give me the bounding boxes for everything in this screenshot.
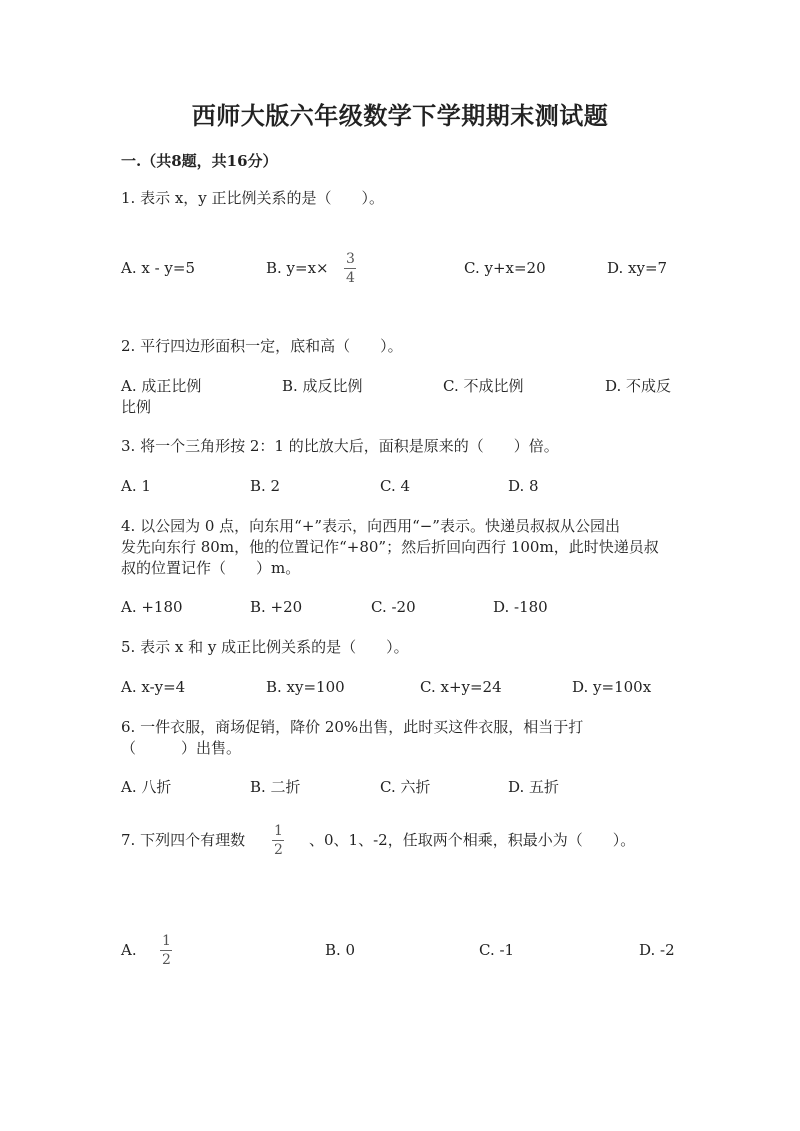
- question-3-stem: 3. 将一个三角形按 2：1 的比放大后，面积是原来的（ ）倍。: [121, 437, 559, 455]
- question-5-option-a[interactable]: A. x-y=4: [121, 678, 186, 696]
- question-7-option-d[interactable]: D. -2: [639, 941, 675, 959]
- question-7-option-a-fraction: [160, 933, 173, 968]
- question-3-option-a[interactable]: A. 1: [121, 477, 151, 495]
- question-4-option-c[interactable]: C. -20: [371, 598, 416, 616]
- question-4-option-b[interactable]: B. +20: [250, 598, 303, 616]
- question-6-option-a[interactable]: A. 八折: [121, 778, 172, 796]
- question-4-stem-line-2: 发先向东行 80m，他的位置记作“+80”；然后折回向西行 100m，此时快递员叔: [121, 538, 659, 556]
- fraction-bar: [344, 268, 356, 269]
- question-3-option-c[interactable]: C. 4: [380, 477, 411, 495]
- question-1-option-b[interactable]: B. y=x×: [266, 259, 329, 277]
- fraction-bar: [160, 950, 172, 951]
- question-6-stem-line-1: 6. 一件衣服，商场促销，降价 20%出售，此时买这件衣服，相当于打: [121, 718, 584, 736]
- fraction-numerator: 1: [162, 933, 171, 949]
- question-5-option-d[interactable]: D. y=100x: [572, 678, 652, 696]
- question-1-option-a[interactable]: A. x - y=5: [121, 259, 196, 277]
- question-1-option-b-fraction: [344, 251, 357, 286]
- question-4-option-d[interactable]: D. -180: [493, 598, 548, 616]
- question-5-stem: 5. 表示 x 和 y 成正比例关系的是（ ）。: [121, 638, 409, 656]
- fraction-bar: [272, 840, 284, 841]
- question-7-option-c[interactable]: C. -1: [479, 941, 515, 959]
- fraction-denominator: 2: [162, 952, 171, 968]
- fraction-numerator: 3: [346, 251, 355, 267]
- question-3-option-d[interactable]: D. 8: [508, 477, 539, 495]
- question-1-stem: 1. 表示 x，y 正比例关系的是（ ）。: [121, 189, 385, 207]
- fraction-denominator: 4: [346, 270, 355, 286]
- question-5-option-b[interactable]: B. xy=100: [266, 678, 345, 696]
- question-4-stem-line-3: 叔的位置记作（ ）m。: [121, 559, 301, 577]
- question-7-option-b[interactable]: B. 0: [325, 941, 356, 959]
- question-2-option-c[interactable]: C. 不成比例: [443, 377, 524, 395]
- section-header: 一.（共8题，共16分）: [121, 152, 278, 170]
- question-7-stem-prefix: 7. 下列四个有理数: [121, 831, 246, 849]
- question-7-stem-fraction: [272, 823, 285, 858]
- question-7-stem-suffix: 、0、1、-2，任取两个相乘，积最小为（ ）。: [309, 831, 636, 849]
- question-6-option-b[interactable]: B. 二折: [250, 778, 301, 796]
- question-2-option-d[interactable]: D. 不成反: [605, 377, 672, 395]
- question-1-option-c[interactable]: C. y+x=20: [464, 259, 546, 277]
- question-5-option-c[interactable]: C. x+y=24: [420, 678, 502, 696]
- question-4-option-a[interactable]: A. +180: [121, 598, 183, 616]
- page-title: 西师大版六年级数学下学期期末测试题: [191, 101, 609, 130]
- question-4-stem-line-1: 4. 以公园为 0 点，向东用“+”表示，向西用“−”表示。快递员叔叔从公园出: [121, 517, 620, 535]
- question-6-option-d[interactable]: D. 五折: [508, 778, 560, 796]
- question-6-stem-line-2: （ ）出售。: [121, 739, 242, 757]
- fraction-denominator: 2: [274, 842, 283, 858]
- question-2-option-d-continued: 比例: [121, 398, 152, 416]
- question-2-stem: 2. 平行四边形面积一定，底和高（ ）。: [121, 337, 403, 355]
- question-1-option-d[interactable]: D. xy=7: [607, 259, 668, 277]
- question-3-option-b[interactable]: B. 2: [250, 477, 281, 495]
- question-7-option-a[interactable]: A.: [121, 941, 137, 959]
- question-2-option-b[interactable]: B. 成反比例: [282, 377, 363, 395]
- fraction-numerator: 1: [274, 823, 283, 839]
- question-6-option-c[interactable]: C. 六折: [380, 778, 431, 796]
- question-2-option-a[interactable]: A. 成正比例: [121, 377, 202, 395]
